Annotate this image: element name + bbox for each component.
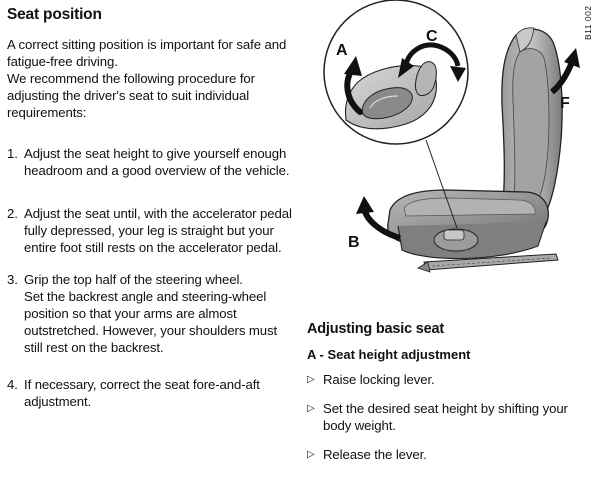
step-number: 4.	[7, 377, 18, 392]
figure-id: B11 002	[583, 5, 593, 40]
label-c: C	[426, 28, 438, 45]
procedure-step	[7, 271, 293, 356]
intro-paragraph-1: A correct sitting position is important for safe and fatigue-free driving.	[7, 37, 287, 69]
bullet-text: Raise locking lever.	[323, 372, 435, 387]
seat-illustration	[306, 0, 602, 300]
seat-side-controls	[434, 229, 478, 251]
bullet-marker-icon: ▷	[307, 374, 315, 385]
bullet-marker-icon: ▷	[307, 403, 315, 414]
procedure-step	[7, 145, 293, 179]
step-number: 2.	[7, 206, 18, 221]
intro-paragraph-2: We recommend the following procedure for adjusting the driver's seat to suit individual requirements:	[7, 71, 255, 120]
section-subtitle: A - Seat height adjustment	[307, 347, 471, 362]
procedure-list	[7, 145, 293, 410]
step-number: 1.	[7, 146, 18, 161]
instruction-bullet	[307, 371, 597, 388]
label-b: B	[348, 234, 360, 251]
procedure-step	[7, 205, 293, 256]
instruction-bullet	[307, 446, 597, 463]
bullet-text: Set the desired seat height by shifting your body weight.	[323, 401, 568, 433]
step-text: Grip the top half of the steering wheel.	[24, 272, 243, 287]
page-title: Seat position	[7, 6, 102, 23]
seat-backrest	[502, 28, 562, 214]
left-column	[7, 6, 293, 410]
procedure-step	[7, 376, 293, 410]
step-text: Adjust the seat height to give yourself enough headroom and a good overview of the vehicle.	[24, 146, 290, 178]
label-f: F	[560, 95, 570, 112]
label-a: A	[336, 42, 348, 59]
step-text: Set the backrest angle and steering-wheel position so that your arms are almost outstretched. However, your shoulders must still rest on the backrest.	[24, 289, 278, 355]
bullet-text: Release the lever.	[323, 447, 427, 462]
instruction-bullet	[307, 400, 597, 434]
right-column	[307, 321, 597, 475]
step-text: Adjust the seat until, with the accelerator pedal fully depressed, your leg is straight but your entire foot still rests on the accelerator pedal.	[24, 206, 292, 255]
step-number: 3.	[7, 272, 18, 287]
bullet-marker-icon: ▷	[307, 449, 315, 460]
step-text: If necessary, correct the seat fore-and-aft adjustment.	[24, 377, 260, 409]
section-title: Adjusting basic seat	[307, 321, 445, 337]
